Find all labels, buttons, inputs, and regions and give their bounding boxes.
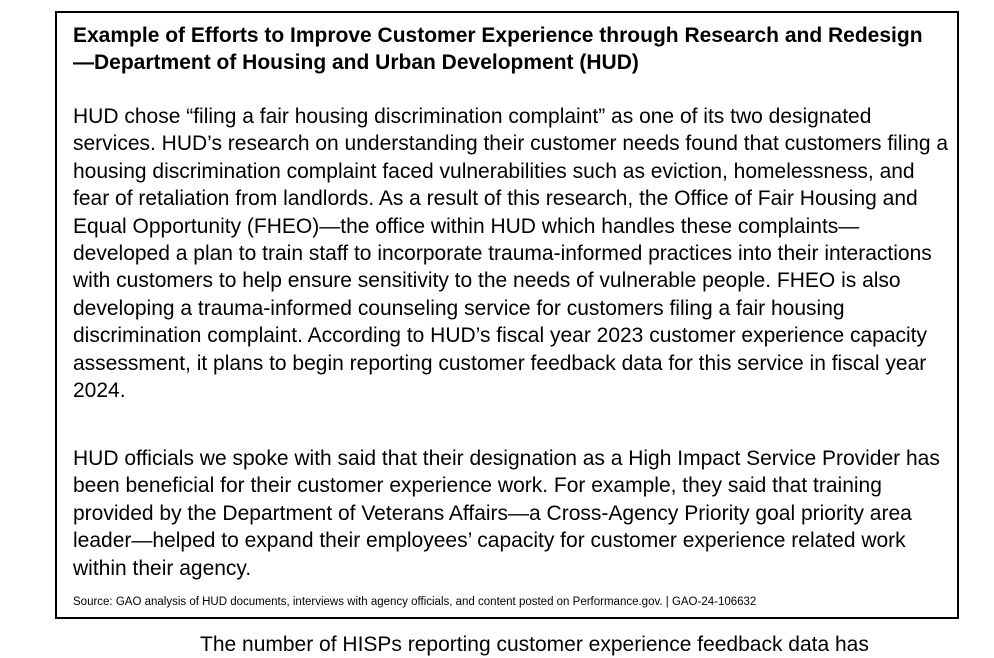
box-title: Example of Efforts to Improve Customer Experience through Research and Redesign—Department of Housing and Urban Development (HUD) [73, 24, 923, 74]
box-paragraph-1: HUD chose “filing a fair housing discrimination complaint” as one of its two designated services. HUD’s research on understanding their customer needs found that customers filing a housing discrimination complaint faced vulnerabilities such as eviction, homelessness, and fear of retaliation from landlords. As a result of this research, the Office of Fair Housing and Equal Opportunity (FHEO)—the office within HUD which handles these complaints—developed a plan to train staff to incorporate trauma-informed practices into their interactions with customers to help ensure sensitivity to the needs of vulnerable people. FHEO is also developing a trauma-informed counseling service for customers filing a fair housing discrimination complaint. According to HUD’s fiscal year 2023 customer experience capacity assessment, it plans to begin reporting customer feedback data for this service in fiscal year 2024. [73, 105, 949, 403]
text-box [55, 11, 959, 619]
following-body-text: The number of HISPs reporting customer experience feedback data has [200, 633, 869, 656]
source-note: Source: GAO analysis of HUD documents, interviews with agency officials, and content posted on Performance.gov. | GAO-24-106632 [73, 596, 757, 608]
box-paragraph-2: HUD officials we spoke with said that their designation as a High Impact Service Provider has been beneficial for their customer experience work. For example, they said that training provided by the Department of Veterans Affairs—a Cross-Agency Priority goal priority area leader—helped to expand their employees’ capacity for customer experience related work within their agency. [73, 447, 940, 580]
